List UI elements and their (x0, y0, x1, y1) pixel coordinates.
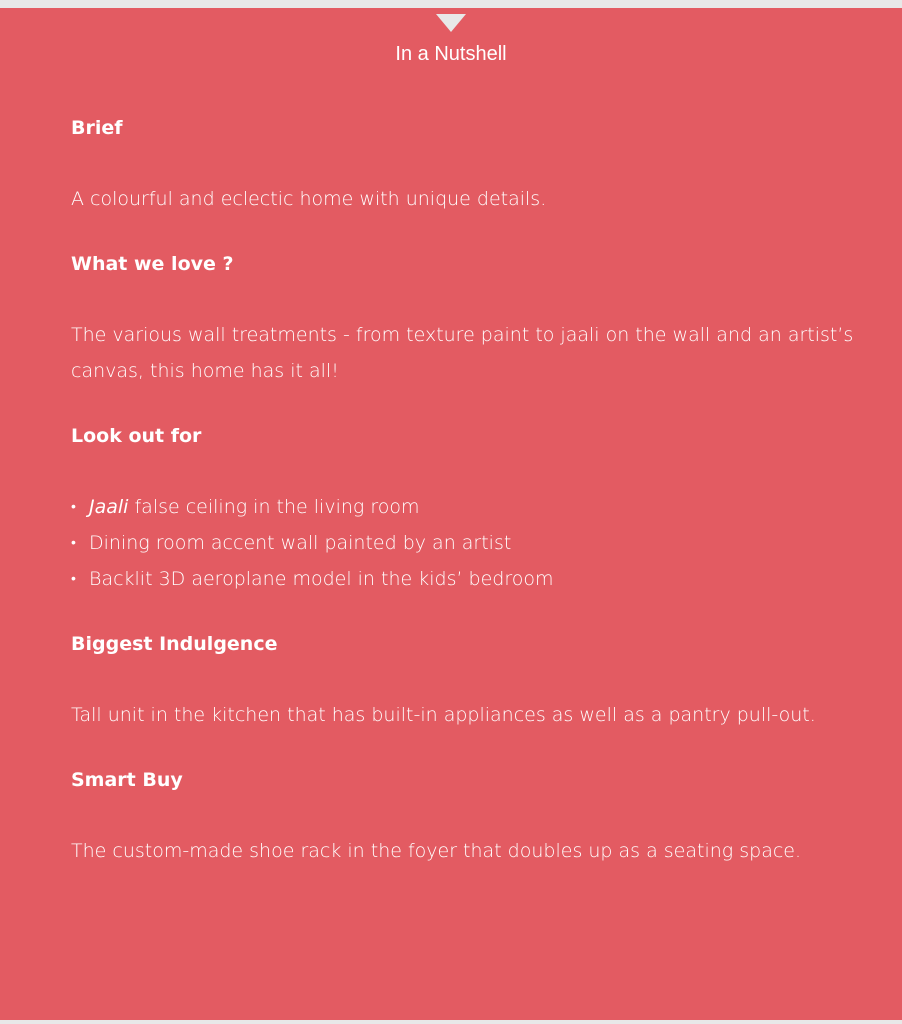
list-item-text: Backlit 3D aeroplane model in the kids’ bedroom (89, 568, 554, 590)
list-item-emphasis: Jaali (89, 496, 129, 518)
card-content (71, 113, 871, 869)
brief-text: A colourful and eclectic home with unique details. (71, 188, 547, 210)
lookout-list (71, 489, 871, 597)
indulgence-heading: Biggest Indulgence (71, 633, 278, 655)
smartbuy-text: The custom-made shoe rack in the foyer that doubles up as a seating space. (71, 840, 802, 862)
love-text: The various wall treatments - from texture paint to jaali on the wall and an artist’s canvas, this home has it all! (71, 324, 854, 382)
lookout-heading: Look out for (71, 425, 202, 447)
bottom-border (0, 1020, 902, 1022)
card-title: In a Nutshell (395, 43, 507, 65)
list-item (71, 489, 871, 525)
bullet-icon: • (71, 499, 76, 515)
indulgence-text: Tall unit in the kitchen that has built-in appliances as well as a pantry pull-out. (71, 704, 816, 726)
list-item-text: Dining room accent wall painted by an artist (89, 532, 512, 554)
nutshell-card (0, 8, 902, 1022)
notch-indicator (436, 14, 466, 32)
smartbuy-heading: Smart Buy (71, 769, 183, 791)
bullet-icon: • (71, 535, 76, 551)
list-item-text: false ceiling in the living room (128, 496, 420, 518)
list-item (71, 561, 871, 597)
bullet-icon: • (71, 571, 76, 587)
love-heading: What we love ? (71, 253, 234, 275)
list-item (71, 525, 871, 561)
brief-heading: Brief (71, 117, 123, 139)
